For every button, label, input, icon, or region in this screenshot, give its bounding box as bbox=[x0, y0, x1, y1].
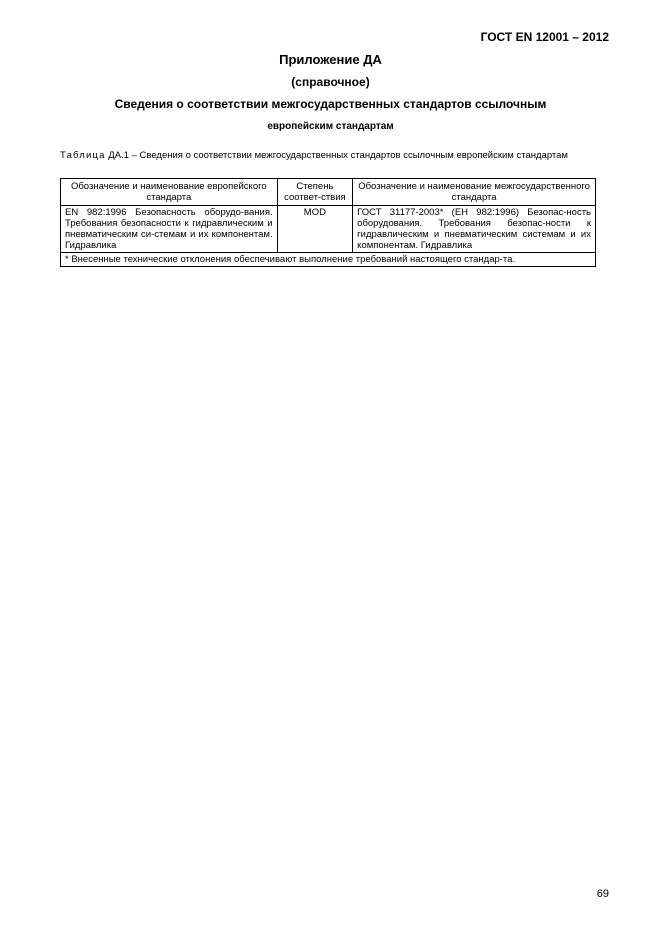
header-interstate-standard: Обозначение и наименование межгосударственного стандарта bbox=[353, 179, 596, 206]
page-number: 69 bbox=[596, 888, 609, 900]
header-european-standard: Обозначение и наименование европейского стандарта bbox=[61, 179, 278, 206]
appendix-heading-continued: европейским стандартам bbox=[267, 121, 394, 132]
cell-european-standard: EN 982:1996 Безопасность оборудо-вания. Требования безопасности к гидравлическим и пневматическим си-стемам и их компонентам. Гидравлика bbox=[61, 206, 278, 253]
header-degree: Степень соответ-ствия bbox=[277, 179, 353, 206]
table-caption-label: Таблица bbox=[60, 150, 106, 161]
cell-interstate-standard: ГОСТ 31177-2003* (ЕН 982:1996) Безопас-ность оборудования. Требования безопас-ности к гидравлическим и пневматическим системам и их компонентам. Гидравлика bbox=[353, 206, 596, 253]
cell-degree: MOD bbox=[277, 206, 353, 253]
table-footnote-row bbox=[61, 253, 596, 267]
table-caption bbox=[60, 150, 620, 161]
table-row bbox=[61, 206, 596, 253]
table-footnote: * Внесенные технические отклонения обеспечивают выполнение требований настоящего стандар-та. bbox=[61, 253, 596, 267]
appendix-heading: Сведения о соответствии межгосударственных стандартов ссылочным bbox=[114, 97, 547, 111]
appendix-title: Приложение ДА bbox=[279, 52, 382, 67]
correspondence-table bbox=[60, 178, 596, 267]
table-caption-text: ДА.1 – Сведения о соответствии межгосударственных стандартов ссылочным европейским стандартам bbox=[105, 150, 568, 161]
document-code: ГОСТ EN 12001 – 2012 bbox=[480, 30, 609, 44]
appendix-subtitle: (справочное) bbox=[291, 75, 370, 89]
table-header-row bbox=[61, 179, 596, 206]
